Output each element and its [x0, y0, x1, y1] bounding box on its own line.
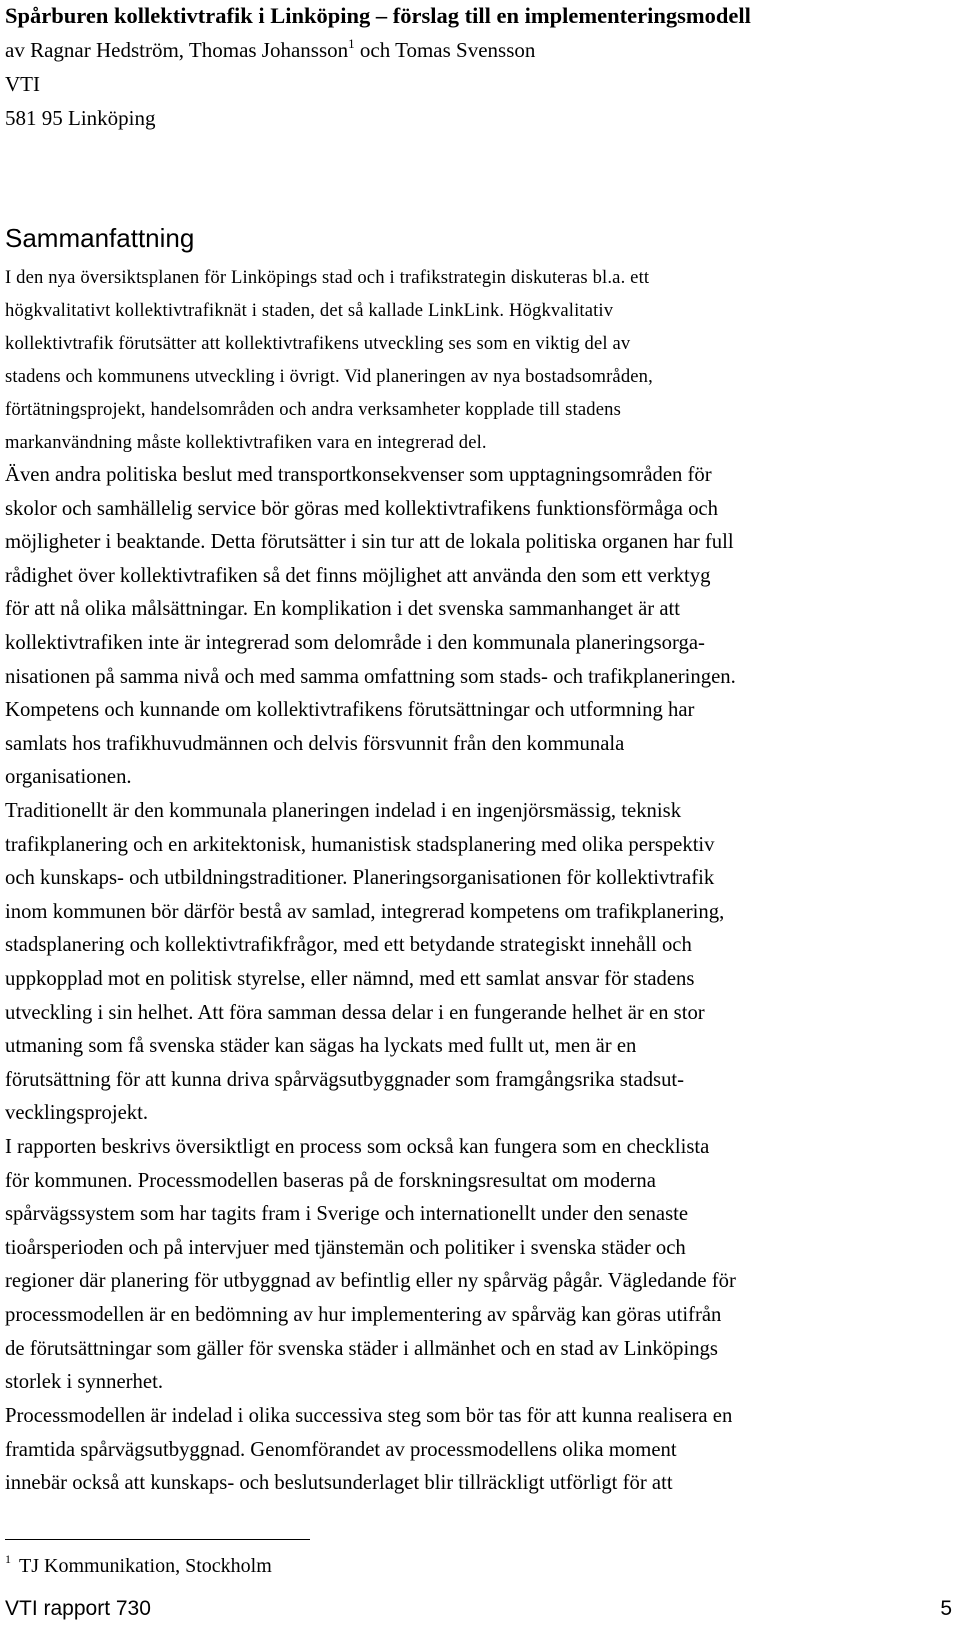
author-line: [5, 36, 535, 64]
footnote-text: TJ Kommunikation, Stockholm: [19, 1555, 272, 1577]
text-line: förtätningsprojekt, handelsområden och andra verksamheter kopplade till stadens: [5, 399, 621, 420]
text-line: Även andra politiska beslut med transportkonsekvenser som upptagningsområden för: [5, 464, 712, 486]
summary-paragraph-2: [5, 459, 953, 795]
text-line: och kunskaps- och utbildningstraditioner. Planeringsorganisationen för kollektivtrafik: [5, 867, 715, 890]
footnote: [5, 1553, 272, 1579]
report-footer: VTI rapport 730: [5, 1597, 151, 1620]
footnote-divider: [5, 1539, 310, 1540]
text-line: kollektivtrafik förutsätter att kollektivtrafikens utveckling ses som en viktig del av: [5, 333, 631, 354]
text-line: spårvägssystem som har tagits fram i Sverige och internationellt under den senaste: [5, 1203, 689, 1226]
text-line: samlats hos trafikhuvudmännen och delvis försvunnit från den kommunala: [5, 732, 625, 755]
text-line: stadens och kommunens utveckling i övrigt. Vid planeringen av nya bostadsområden,: [5, 366, 653, 387]
summary-paragraph-1: [5, 261, 953, 459]
text-line: innebär också att kunskaps- och beslutsunderlaget blir tillräckligt utförligt för att: [5, 1472, 673, 1495]
address: 581 95 Linköping: [5, 106, 156, 130]
text-line: trafikplanering och en arkitektonisk, humanistisk stadsplanering med olika perspektiv: [5, 833, 715, 856]
summary-paragraph-5: [5, 1400, 953, 1501]
text-line: Traditionellt är den kommunala planeringen indelad i en ingenjörsmässig, teknisk: [5, 800, 682, 822]
organization: VTI: [5, 72, 40, 96]
text-line: rådighet över kollektivtrafiken så det finns möjlighet att använda den som ett verktyg: [5, 564, 711, 587]
text-line: de förutsättningar som gäller för svenska städer i allmänhet och en stad av Linköpings: [5, 1337, 718, 1360]
text-line: för kommunen. Processmodellen baseras på de forskningsresultat om moderna: [5, 1169, 656, 1192]
text-line: förutsättning för att kunna driva spårvägsutbyggnader som framgångsrika stadsut-: [5, 1068, 685, 1091]
footnote-marker: 1: [5, 1552, 11, 1566]
text-line: storlek i synnerhet.: [5, 1371, 163, 1394]
page-number: 5: [940, 1597, 952, 1620]
text-line: möjligheter i beaktande. Detta förutsätter i sin tur att de lokala politiska organen har full: [5, 531, 734, 554]
text-line: I den nya översiktsplanen för Linköpings stad och i trafikstrategin diskuteras bl.a. ett: [5, 267, 650, 288]
text-line: markanvändning måste kollektivtrafiken vara en integrerad del.: [5, 432, 487, 453]
text-line: framtida spårvägsutbyggnad. Genomförandet av processmodellens olika moment: [5, 1438, 677, 1461]
footnote-reference: 1: [348, 36, 355, 51]
authors-text-end: och Tomas Svensson: [354, 38, 536, 62]
text-line: skolor och samhällelig service bör göras med kollektivtrafikens funktionsförmåga och: [5, 497, 718, 520]
text-line: nisationen på samma nivå och med samma omfattning som stads- och trafikplaneringen.: [5, 665, 736, 688]
text-line: inom kommunen bör därför bestå av samlad, integrerad kompetens om trafikplanering,: [5, 900, 725, 923]
text-line: regioner där planering för utbyggnad av befintlig eller ny spårväg pågår. Vägledande för: [5, 1270, 736, 1293]
summary-paragraph-3: [5, 795, 953, 1131]
text-line: högkvalitativt kollektivtrafiknät i staden, det så kallade LinkLink. Högkvalitativ: [5, 300, 614, 321]
text-line: för att nå olika målsättningar. En komplikation i det svenska sammanhanget är att: [5, 598, 681, 621]
document-title: Spårburen kollektivtrafik i Linköping – förslag till en implementeringsmodell: [5, 3, 751, 28]
text-line: stadsplanering och kollektivtrafikfrågor, med ett betydande strategiskt innehåll och: [5, 934, 692, 957]
text-line: Kompetens och kunnande om kollektivtrafikens förutsättningar och utformning har: [5, 699, 695, 722]
section-heading: Sammanfattning: [5, 223, 195, 253]
text-line: I rapporten beskrivs översiktligt en process som också kan fungera som en checklista: [5, 1136, 710, 1158]
text-line: kollektivtrafiken inte är integrerad som delområde i den kommunala planeringsorga-: [5, 631, 705, 654]
text-line: tioårsperioden och på intervjuer med tjänstemän och politiker i svenska städer och: [5, 1236, 686, 1259]
summary-paragraph-4: [5, 1131, 953, 1400]
text-line: Processmodellen är indelad i olika successiva steg som bör tas för att kunna realisera en: [5, 1405, 733, 1427]
text-line: utveckling i sin helhet. Att föra samman dessa delar i en fungerande helhet är en stor: [5, 1001, 705, 1024]
text-line: utmaning som få svenska städer kan sägas ha lyckats med fullt ut, men är en: [5, 1035, 637, 1058]
authors-text: av Ragnar Hedström, Thomas Johansson: [5, 38, 349, 62]
text-line: vecklingsprojekt.: [5, 1102, 149, 1125]
text-line: processmodellen är en bedömning av hur implementering av spårväg kan göras utifrån: [5, 1303, 722, 1326]
text-line: uppkopplad mot en politisk styrelse, eller nämnd, med ett samlat ansvar för stadens: [5, 967, 695, 990]
text-line: organisationen.: [5, 766, 132, 789]
